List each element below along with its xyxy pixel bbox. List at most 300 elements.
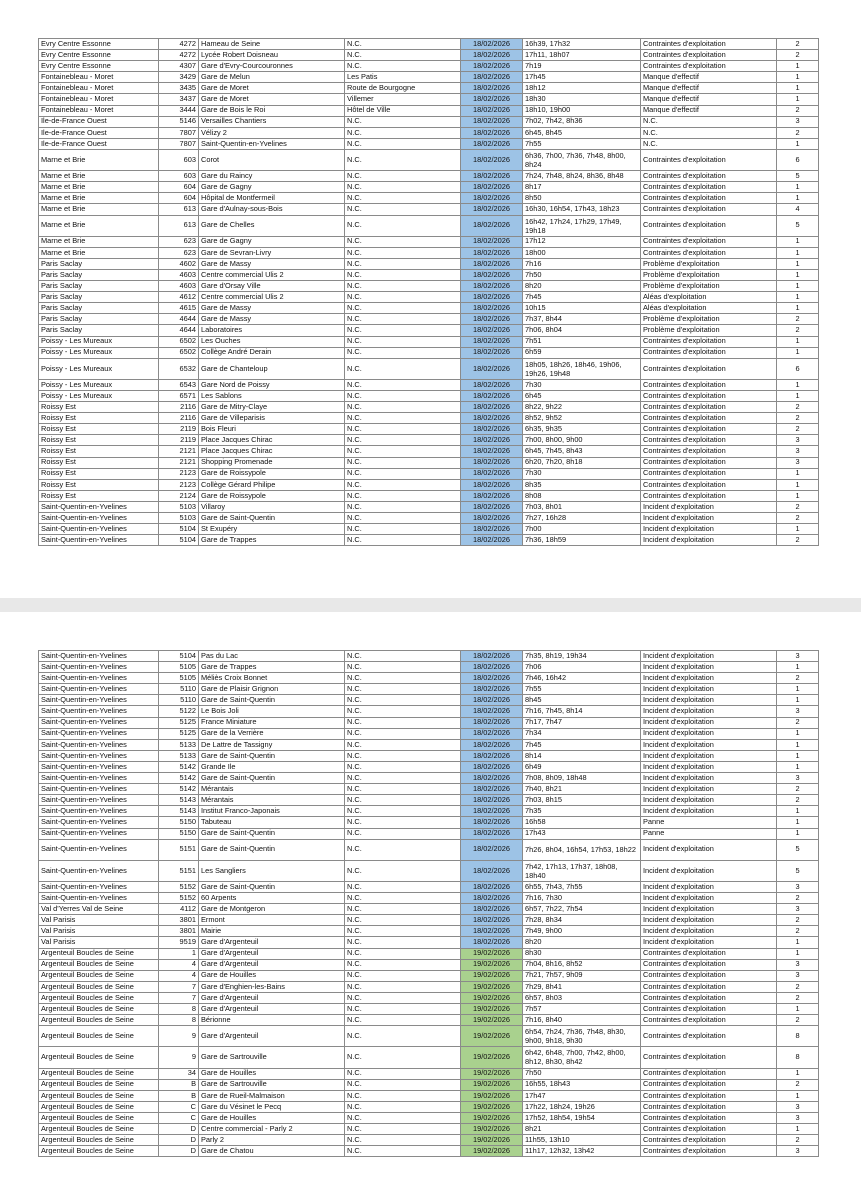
stop-cell: Gare du Vésinet le Pecq — [199, 1101, 345, 1112]
count-cell: 2 — [777, 402, 819, 413]
document-page-2 — [0, 612, 861, 1200]
table-row — [39, 435, 819, 446]
line-number-cell: 5133 — [159, 750, 199, 761]
network-cell: Roissy Est — [39, 435, 159, 446]
terminus-cell: N.C. — [345, 1112, 461, 1123]
date-cell: 19/02/2026 — [461, 992, 523, 1003]
stop-cell: Gare de Trappes — [199, 535, 345, 546]
stop-cell: Gare de Mitry-Claye — [199, 402, 345, 413]
reason-cell: Incident d'exploitation — [641, 926, 777, 937]
terminus-cell: N.C. — [345, 948, 461, 959]
reason-cell: Panne — [641, 828, 777, 839]
count-cell: 2 — [777, 314, 819, 325]
stop-cell: Gare de Houilles — [199, 1112, 345, 1123]
network-cell: Argenteuil Boucles de Seine — [39, 1047, 159, 1068]
reason-cell: N.C. — [641, 138, 777, 149]
reason-cell: Contraintes d'exploitation — [641, 358, 777, 379]
network-cell: Argenteuil Boucles de Seine — [39, 959, 159, 970]
count-cell: 2 — [777, 1135, 819, 1146]
network-cell: Val d'Yerres Val de Seine — [39, 904, 159, 915]
network-cell: Saint-Quentin-en-Yvelines — [39, 860, 159, 881]
network-cell: Argenteuil Boucles de Seine — [39, 1026, 159, 1047]
network-cell: Val Parisis — [39, 926, 159, 937]
reason-cell: Problème d'exploitation — [641, 258, 777, 269]
network-cell: Roissy Est — [39, 402, 159, 413]
date-cell: 18/02/2026 — [461, 236, 523, 247]
line-number-cell: 5125 — [159, 717, 199, 728]
table-row — [39, 61, 819, 72]
count-cell: 2 — [777, 513, 819, 524]
date-cell: 18/02/2026 — [461, 193, 523, 204]
date-cell: 18/02/2026 — [461, 468, 523, 479]
terminus-cell: N.C. — [345, 535, 461, 546]
stop-cell: Grande Ile — [199, 761, 345, 772]
table-row — [39, 347, 819, 358]
count-cell: 2 — [777, 926, 819, 937]
line-number-cell: D — [159, 1135, 199, 1146]
terminus-cell: N.C. — [345, 303, 461, 314]
reason-cell: Contraintes d'exploitation — [641, 336, 777, 347]
count-cell: 3 — [777, 970, 819, 981]
reason-cell: Problème d'exploitation — [641, 269, 777, 280]
network-cell: Saint-Quentin-en-Yvelines — [39, 739, 159, 750]
stop-cell: Gare de Moret — [199, 94, 345, 105]
table-row — [39, 881, 819, 892]
network-cell: Saint-Quentin-en-Yvelines — [39, 706, 159, 717]
stop-cell: Gare de Roissypole — [199, 468, 345, 479]
network-cell: Saint-Quentin-en-Yvelines — [39, 750, 159, 761]
network-cell: Saint-Quentin-en-Yvelines — [39, 839, 159, 860]
table-row — [39, 1146, 819, 1157]
count-cell: 2 — [777, 784, 819, 795]
table-row — [39, 992, 819, 1003]
network-cell: Saint-Quentin-en-Yvelines — [39, 817, 159, 828]
network-cell: Fontainebleau - Moret — [39, 83, 159, 94]
stop-cell: Hôpital de Montfermeil — [199, 193, 345, 204]
network-cell: Marne et Brie — [39, 193, 159, 204]
times-cell: 7h02, 7h42, 8h36 — [523, 116, 641, 127]
network-cell: Poissy - Les Mureaux — [39, 379, 159, 390]
table-row — [39, 1135, 819, 1146]
reason-cell: Contraintes d'exploitation — [641, 50, 777, 61]
times-cell: 7h28, 8h34 — [523, 915, 641, 926]
stop-cell: Gare d'Aulnay-sous-Bois — [199, 204, 345, 215]
count-cell: 5 — [777, 171, 819, 182]
date-cell: 19/02/2026 — [461, 1068, 523, 1079]
table-row — [39, 860, 819, 881]
line-number-cell: 5143 — [159, 806, 199, 817]
table-row — [39, 1047, 819, 1068]
line-number-cell: 8 — [159, 1004, 199, 1015]
count-cell: 1 — [777, 61, 819, 72]
line-number-cell: 5105 — [159, 662, 199, 673]
reason-cell: N.C. — [641, 116, 777, 127]
network-cell: Marne et Brie — [39, 182, 159, 193]
line-number-cell: 2119 — [159, 435, 199, 446]
table-row — [39, 269, 819, 280]
times-cell: 16h58 — [523, 817, 641, 828]
terminus-cell: N.C. — [345, 358, 461, 379]
stop-cell: Villaroy — [199, 501, 345, 512]
times-cell: 6h42, 6h48, 7h00, 7h42, 8h00, 8h12, 8h30, 8h42 — [523, 1047, 641, 1068]
terminus-cell: N.C. — [345, 479, 461, 490]
date-cell: 19/02/2026 — [461, 1015, 523, 1026]
date-cell: 19/02/2026 — [461, 1101, 523, 1112]
times-cell: 7h21, 7h57, 9h09 — [523, 970, 641, 981]
date-cell: 18/02/2026 — [461, 501, 523, 512]
table-row — [39, 893, 819, 904]
reason-cell: Incident d'exploitation — [641, 695, 777, 706]
line-number-cell: 3801 — [159, 915, 199, 926]
terminus-cell: N.C. — [345, 828, 461, 839]
line-number-cell: 5143 — [159, 795, 199, 806]
line-number-cell: 5150 — [159, 828, 199, 839]
date-cell: 19/02/2026 — [461, 1047, 523, 1068]
stop-cell: Tabuteau — [199, 817, 345, 828]
terminus-cell: N.C. — [345, 926, 461, 937]
line-number-cell: 2121 — [159, 446, 199, 457]
table-row — [39, 662, 819, 673]
count-cell: 5 — [777, 860, 819, 881]
stop-cell: Gare de Saint-Quentin — [199, 513, 345, 524]
network-cell: Fontainebleau - Moret — [39, 94, 159, 105]
network-cell: Roissy Est — [39, 424, 159, 435]
table-row — [39, 970, 819, 981]
stop-cell: Gare de Saint-Quentin — [199, 750, 345, 761]
reason-cell: Contraintes d'exploitation — [641, 1135, 777, 1146]
stop-cell: Gare de Rueil-Malmaison — [199, 1090, 345, 1101]
network-cell: Marne et Brie — [39, 171, 159, 182]
stop-cell: Méliès Croix Bonnet — [199, 673, 345, 684]
network-cell: Val Parisis — [39, 937, 159, 948]
terminus-cell: Les Patis — [345, 72, 461, 83]
terminus-cell: N.C. — [345, 1090, 461, 1101]
terminus-cell: N.C. — [345, 193, 461, 204]
reason-cell: Contraintes d'exploitation — [641, 1101, 777, 1112]
date-cell: 19/02/2026 — [461, 948, 523, 959]
terminus-cell: N.C. — [345, 795, 461, 806]
count-cell: 3 — [777, 959, 819, 970]
line-number-cell: 6502 — [159, 347, 199, 358]
count-cell: 2 — [777, 893, 819, 904]
reason-cell: Contraintes d'exploitation — [641, 215, 777, 236]
network-cell: Saint-Quentin-en-Yvelines — [39, 524, 159, 535]
stop-cell: Bois Fleuri — [199, 424, 345, 435]
date-cell: 18/02/2026 — [461, 182, 523, 193]
stop-cell: Place Jacques Chirac — [199, 435, 345, 446]
count-cell: 2 — [777, 717, 819, 728]
terminus-cell: N.C. — [345, 347, 461, 358]
times-cell: 8h21 — [523, 1124, 641, 1135]
line-number-cell: 5103 — [159, 513, 199, 524]
line-number-cell: 5150 — [159, 817, 199, 828]
reason-cell: Contraintes d'exploitation — [641, 61, 777, 72]
network-cell: Val Parisis — [39, 915, 159, 926]
date-cell: 18/02/2026 — [461, 479, 523, 490]
times-cell: 7h36, 18h59 — [523, 535, 641, 546]
line-number-cell: 5146 — [159, 116, 199, 127]
terminus-cell: N.C. — [345, 457, 461, 468]
terminus-cell: N.C. — [345, 1101, 461, 1112]
line-number-cell: D — [159, 1124, 199, 1135]
reason-cell: Incident d'exploitation — [641, 717, 777, 728]
times-cell: 18h00 — [523, 247, 641, 258]
line-number-cell: 623 — [159, 247, 199, 258]
date-cell: 18/02/2026 — [461, 806, 523, 817]
reason-cell: Contraintes d'exploitation — [641, 981, 777, 992]
network-cell: Saint-Quentin-en-Yvelines — [39, 795, 159, 806]
reason-cell: Incident d'exploitation — [641, 761, 777, 772]
reason-cell: Contraintes d'exploitation — [641, 424, 777, 435]
count-cell: 1 — [777, 94, 819, 105]
table-row — [39, 739, 819, 750]
count-cell: 3 — [777, 1101, 819, 1112]
times-cell: 18h30 — [523, 94, 641, 105]
terminus-cell: N.C. — [345, 784, 461, 795]
table-row — [39, 236, 819, 247]
reason-cell: Aléas d'exploitation — [641, 292, 777, 303]
date-cell: 18/02/2026 — [461, 83, 523, 94]
line-number-cell: 3444 — [159, 105, 199, 116]
line-number-cell: 4272 — [159, 39, 199, 50]
table-row — [39, 513, 819, 524]
times-cell: 8h14 — [523, 750, 641, 761]
terminus-cell: N.C. — [345, 937, 461, 948]
line-number-cell: 5105 — [159, 673, 199, 684]
stop-cell: Gare de Houilles — [199, 1068, 345, 1079]
count-cell: 1 — [777, 468, 819, 479]
times-cell: 7h04, 8h16, 8h52 — [523, 959, 641, 970]
terminus-cell: N.C. — [345, 739, 461, 750]
line-number-cell: 1 — [159, 948, 199, 959]
line-number-cell: 4612 — [159, 292, 199, 303]
date-cell: 18/02/2026 — [461, 435, 523, 446]
times-cell: 7h45 — [523, 739, 641, 750]
network-cell: Argenteuil Boucles de Seine — [39, 1146, 159, 1157]
date-cell: 19/02/2026 — [461, 1146, 523, 1157]
reason-cell: Incident d'exploitation — [641, 524, 777, 535]
count-cell: 1 — [777, 379, 819, 390]
date-cell: 18/02/2026 — [461, 424, 523, 435]
network-cell: Roissy Est — [39, 479, 159, 490]
network-cell: Saint-Quentin-en-Yvelines — [39, 695, 159, 706]
date-cell: 18/02/2026 — [461, 457, 523, 468]
times-cell: 7h45 — [523, 292, 641, 303]
terminus-cell: N.C. — [345, 435, 461, 446]
network-cell: Argenteuil Boucles de Seine — [39, 1112, 159, 1123]
network-cell: Evry Centre Essonne — [39, 61, 159, 72]
date-cell: 18/02/2026 — [461, 695, 523, 706]
terminus-cell: N.C. — [345, 839, 461, 860]
terminus-cell: N.C. — [345, 501, 461, 512]
line-number-cell: 5110 — [159, 684, 199, 695]
times-cell: 7h03, 8h01 — [523, 501, 641, 512]
line-number-cell: 7 — [159, 992, 199, 1003]
times-cell: 16h55, 18h43 — [523, 1079, 641, 1090]
network-cell: Saint-Quentin-en-Yvelines — [39, 761, 159, 772]
count-cell: 3 — [777, 773, 819, 784]
times-cell: 17h52, 18h54, 19h54 — [523, 1112, 641, 1123]
line-number-cell: 5104 — [159, 535, 199, 546]
stop-cell: Gare de Chanteloup — [199, 358, 345, 379]
times-cell: 7h26, 8h04, 16h54, 17h53, 18h22 — [523, 839, 641, 860]
times-cell: 6h35, 9h35 — [523, 424, 641, 435]
network-cell: Saint-Quentin-en-Yvelines — [39, 513, 159, 524]
stop-cell: Gare de Saint-Quentin — [199, 839, 345, 860]
terminus-cell: N.C. — [345, 1047, 461, 1068]
count-cell: 3 — [777, 1146, 819, 1157]
terminus-cell: N.C. — [345, 881, 461, 892]
date-cell: 18/02/2026 — [461, 269, 523, 280]
date-cell: 18/02/2026 — [461, 281, 523, 292]
count-cell: 2 — [777, 992, 819, 1003]
table-row — [39, 281, 819, 292]
line-number-cell: 604 — [159, 193, 199, 204]
reason-cell: Contraintes d'exploitation — [641, 391, 777, 402]
network-cell: Roissy Est — [39, 457, 159, 468]
date-cell: 18/02/2026 — [461, 347, 523, 358]
network-cell: Saint-Quentin-en-Yvelines — [39, 881, 159, 892]
count-cell: 1 — [777, 739, 819, 750]
line-number-cell: 5151 — [159, 839, 199, 860]
terminus-cell: N.C. — [345, 314, 461, 325]
date-cell: 18/02/2026 — [461, 706, 523, 717]
table-row — [39, 773, 819, 784]
network-cell: Poissy - Les Mureaux — [39, 391, 159, 402]
table-row — [39, 784, 819, 795]
times-cell: 7h57 — [523, 1004, 641, 1015]
count-cell: 3 — [777, 1112, 819, 1123]
stop-cell: Gare de Saint-Quentin — [199, 773, 345, 784]
line-number-cell: 5103 — [159, 501, 199, 512]
terminus-cell: N.C. — [345, 817, 461, 828]
terminus-cell: N.C. — [345, 513, 461, 524]
stop-cell: Gare de la Verrière — [199, 728, 345, 739]
terminus-cell: N.C. — [345, 402, 461, 413]
terminus-cell: N.C. — [345, 116, 461, 127]
times-cell: 7h50 — [523, 269, 641, 280]
table-row — [39, 413, 819, 424]
reason-cell: Contraintes d'exploitation — [641, 435, 777, 446]
date-cell: 19/02/2026 — [461, 981, 523, 992]
times-cell: 6h49 — [523, 761, 641, 772]
times-cell: 8h20 — [523, 281, 641, 292]
terminus-cell: N.C. — [345, 39, 461, 50]
date-cell: 18/02/2026 — [461, 446, 523, 457]
count-cell: 1 — [777, 182, 819, 193]
times-cell: 6h45, 7h45, 8h43 — [523, 446, 641, 457]
times-cell: 7h30 — [523, 468, 641, 479]
reason-cell: Contraintes d'exploitation — [641, 948, 777, 959]
network-cell: Paris Saclay — [39, 325, 159, 336]
count-cell: 1 — [777, 247, 819, 258]
stop-cell: Gare d'Enghien-les-Bains — [199, 981, 345, 992]
times-cell: 7h29, 8h41 — [523, 981, 641, 992]
stop-cell: Collège Gérard Philipe — [199, 479, 345, 490]
count-cell: 3 — [777, 706, 819, 717]
line-number-cell: 6502 — [159, 336, 199, 347]
stop-cell: Gare de Villeparisis — [199, 413, 345, 424]
count-cell: 1 — [777, 83, 819, 94]
network-cell: Saint-Quentin-en-Yvelines — [39, 684, 159, 695]
stop-cell: Collège André Derain — [199, 347, 345, 358]
table-row — [39, 325, 819, 336]
terminus-cell: N.C. — [345, 706, 461, 717]
count-cell: 3 — [777, 651, 819, 662]
network-cell: Argenteuil Boucles de Seine — [39, 1090, 159, 1101]
table-row — [39, 247, 819, 258]
reason-cell: Contraintes d'exploitation — [641, 959, 777, 970]
times-cell: 7h16, 7h30 — [523, 893, 641, 904]
network-cell: Saint-Quentin-en-Yvelines — [39, 651, 159, 662]
date-cell: 18/02/2026 — [461, 893, 523, 904]
count-cell: 2 — [777, 1079, 819, 1090]
count-cell: 1 — [777, 728, 819, 739]
network-cell: Argenteuil Boucles de Seine — [39, 1068, 159, 1079]
times-cell: 8h22, 9h22 — [523, 402, 641, 413]
line-number-cell: 4615 — [159, 303, 199, 314]
stop-cell: Bérionne — [199, 1015, 345, 1026]
date-cell: 18/02/2026 — [461, 413, 523, 424]
terminus-cell: N.C. — [345, 728, 461, 739]
stop-cell: Gare de Trappes — [199, 662, 345, 673]
reason-cell: Incident d'exploitation — [641, 501, 777, 512]
times-cell: 7h40, 8h21 — [523, 784, 641, 795]
count-cell: 3 — [777, 881, 819, 892]
stop-cell: Gare de Sevran-Livry — [199, 247, 345, 258]
date-cell: 18/02/2026 — [461, 881, 523, 892]
date-cell: 18/02/2026 — [461, 773, 523, 784]
date-cell: 19/02/2026 — [461, 1004, 523, 1015]
stop-cell: Gare de Moret — [199, 83, 345, 94]
line-number-cell: 603 — [159, 149, 199, 170]
count-cell: 2 — [777, 105, 819, 116]
date-cell: 19/02/2026 — [461, 1135, 523, 1146]
table-row — [39, 490, 819, 501]
network-cell: Roissy Est — [39, 413, 159, 424]
times-cell: 8h35 — [523, 479, 641, 490]
times-cell: 6h54, 7h24, 7h36, 7h48, 8h30, 9h00, 9h18, 9h30 — [523, 1026, 641, 1047]
stop-cell: Gare d'Argenteuil — [199, 937, 345, 948]
stop-cell: Gare d'Argenteuil — [199, 992, 345, 1003]
count-cell: 3 — [777, 457, 819, 468]
network-cell: Poissy - Les Mureaux — [39, 358, 159, 379]
table-row — [39, 1124, 819, 1135]
terminus-cell: N.C. — [345, 281, 461, 292]
times-cell: 16h30, 16h54, 17h43, 18h23 — [523, 204, 641, 215]
reason-cell: Incident d'exploitation — [641, 795, 777, 806]
network-cell: Poissy - Les Mureaux — [39, 347, 159, 358]
date-cell: 18/02/2026 — [461, 72, 523, 83]
table-row — [39, 706, 819, 717]
times-cell: 8h08 — [523, 490, 641, 501]
reason-cell: Contraintes d'exploitation — [641, 490, 777, 501]
reason-cell: Contraintes d'exploitation — [641, 39, 777, 50]
network-cell: Argenteuil Boucles de Seine — [39, 1079, 159, 1090]
table-row — [39, 1026, 819, 1047]
terminus-cell: N.C. — [345, 258, 461, 269]
times-cell: 7h17, 7h47 — [523, 717, 641, 728]
terminus-cell: N.C. — [345, 325, 461, 336]
times-cell: 6h57, 7h22, 7h54 — [523, 904, 641, 915]
network-cell: Roissy Est — [39, 490, 159, 501]
count-cell: 5 — [777, 215, 819, 236]
stop-cell: Ermont — [199, 915, 345, 926]
reason-cell: Incident d'exploitation — [641, 535, 777, 546]
table-row — [39, 1068, 819, 1079]
line-number-cell: 5110 — [159, 695, 199, 706]
network-cell: Evry Centre Essonne — [39, 50, 159, 61]
